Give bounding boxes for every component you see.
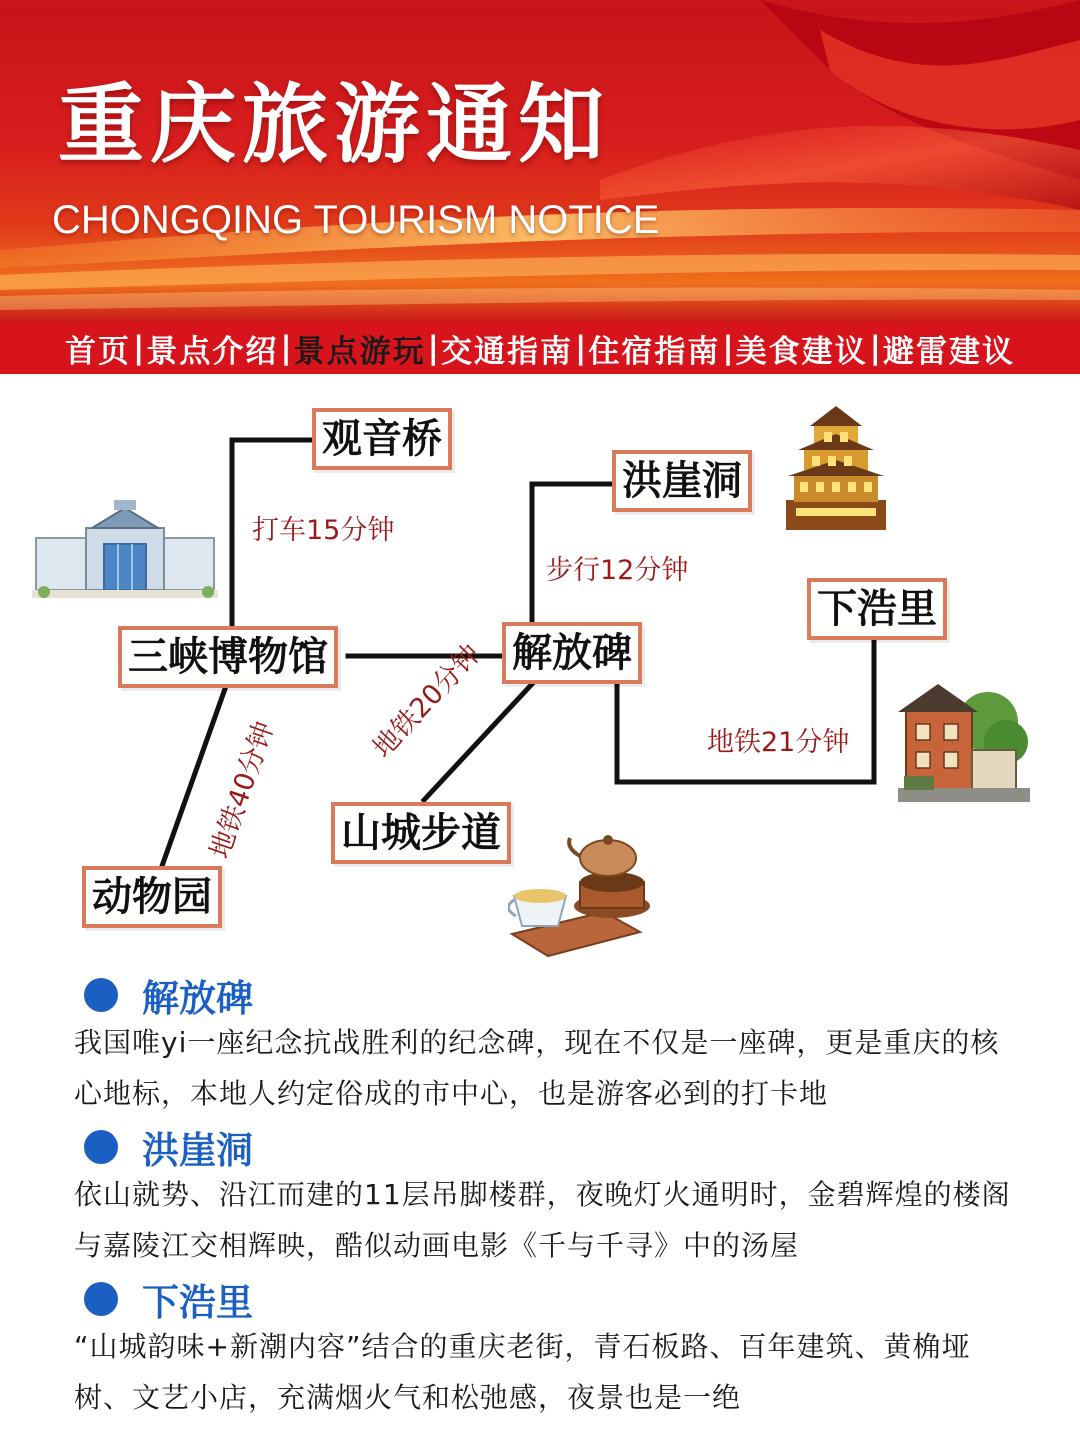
route-map xyxy=(0,374,1080,960)
section-heading xyxy=(84,1272,253,1326)
section-body: 依山就势、沿江而建的11层吊脚楼群，夜晚灯火通明时，金碧辉煌的楼阁与嘉陵江交相辉映，酷似动画电影《千与千寻》中的汤屋 xyxy=(74,1178,1011,1262)
teapot-icon xyxy=(508,834,658,960)
nav-item-pitfalls[interactable]: 避雷建议 xyxy=(882,333,1015,370)
station-hongyadong: 洪崖洞 xyxy=(612,450,752,512)
route-label-metro-21: 地铁21分钟 xyxy=(707,727,850,758)
section-heading xyxy=(84,968,253,1022)
top-nav xyxy=(0,322,1080,374)
nav-item-food[interactable]: 美食建议 xyxy=(735,333,868,370)
nav-separator: | xyxy=(427,330,439,366)
bullet-dot-icon xyxy=(84,978,118,1012)
page-title: 重庆旅游通知 xyxy=(58,75,610,175)
hongyadong-building-icon xyxy=(776,404,896,534)
nav-item-attractions-play[interactable]: 景点游玩 xyxy=(293,333,426,370)
nav-item-transport[interactable]: 交通指南 xyxy=(441,333,573,370)
nav-separator: | xyxy=(575,330,587,366)
station-guanyinqiao: 观音桥 xyxy=(312,408,452,470)
station-jiefangbei: 解放碑 xyxy=(502,622,642,684)
route-label-metro-20: 地铁20分钟 xyxy=(367,638,487,764)
page-subtitle: CHONGQING TOURISM NOTICE xyxy=(52,198,660,242)
museum-illustration-icon xyxy=(32,498,218,602)
section-title: 下浩里 xyxy=(142,1281,253,1324)
nav-separator: | xyxy=(133,330,145,366)
header-banner xyxy=(0,0,1080,322)
nav-separator: | xyxy=(280,330,292,366)
nav-separator: | xyxy=(722,330,734,366)
section-title: 解放碑 xyxy=(142,977,253,1020)
station-shancheng-trail: 山城步道 xyxy=(331,802,511,864)
nav-item-home[interactable]: 首页 xyxy=(65,333,132,370)
bullet-dot-icon xyxy=(84,1282,118,1316)
section-title: 洪崖洞 xyxy=(142,1129,253,1172)
nav-item-lodging[interactable]: 住宿指南 xyxy=(588,333,721,370)
line-jiefangbei-xiahaoli xyxy=(617,638,874,782)
station-zoo: 动物园 xyxy=(82,866,222,928)
route-label-metro-40: 地铁40分钟 xyxy=(204,717,281,863)
route-label-walk-12: 步行12分钟 xyxy=(546,555,689,586)
old-street-house-icon xyxy=(898,680,1030,806)
bullet-dot-icon xyxy=(84,1130,118,1164)
station-xiahaoli: 下浩里 xyxy=(807,578,947,640)
section-body: 我国唯yi一座纪念抗战胜利的纪念碑，现在不仅是一座碑，更是重庆的核心地标，本地人约定俗成的市中心，也是游客必到的打卡地 xyxy=(74,1026,1000,1110)
section-body: “山城韵味+新潮内容”结合的重庆老街，青石板路、百年建筑、黄桷垭树、文艺小店，充满烟火气和松弛感，夜景也是一绝 xyxy=(74,1330,971,1414)
station-sanxia-museum: 三峡博物馆 xyxy=(118,626,338,688)
route-label-taxi-15: 打车15分钟 xyxy=(252,515,395,546)
section-heading xyxy=(84,1120,253,1174)
nav-separator: | xyxy=(869,330,881,366)
nav-item-attractions-intro[interactable]: 景点介绍 xyxy=(146,333,279,370)
